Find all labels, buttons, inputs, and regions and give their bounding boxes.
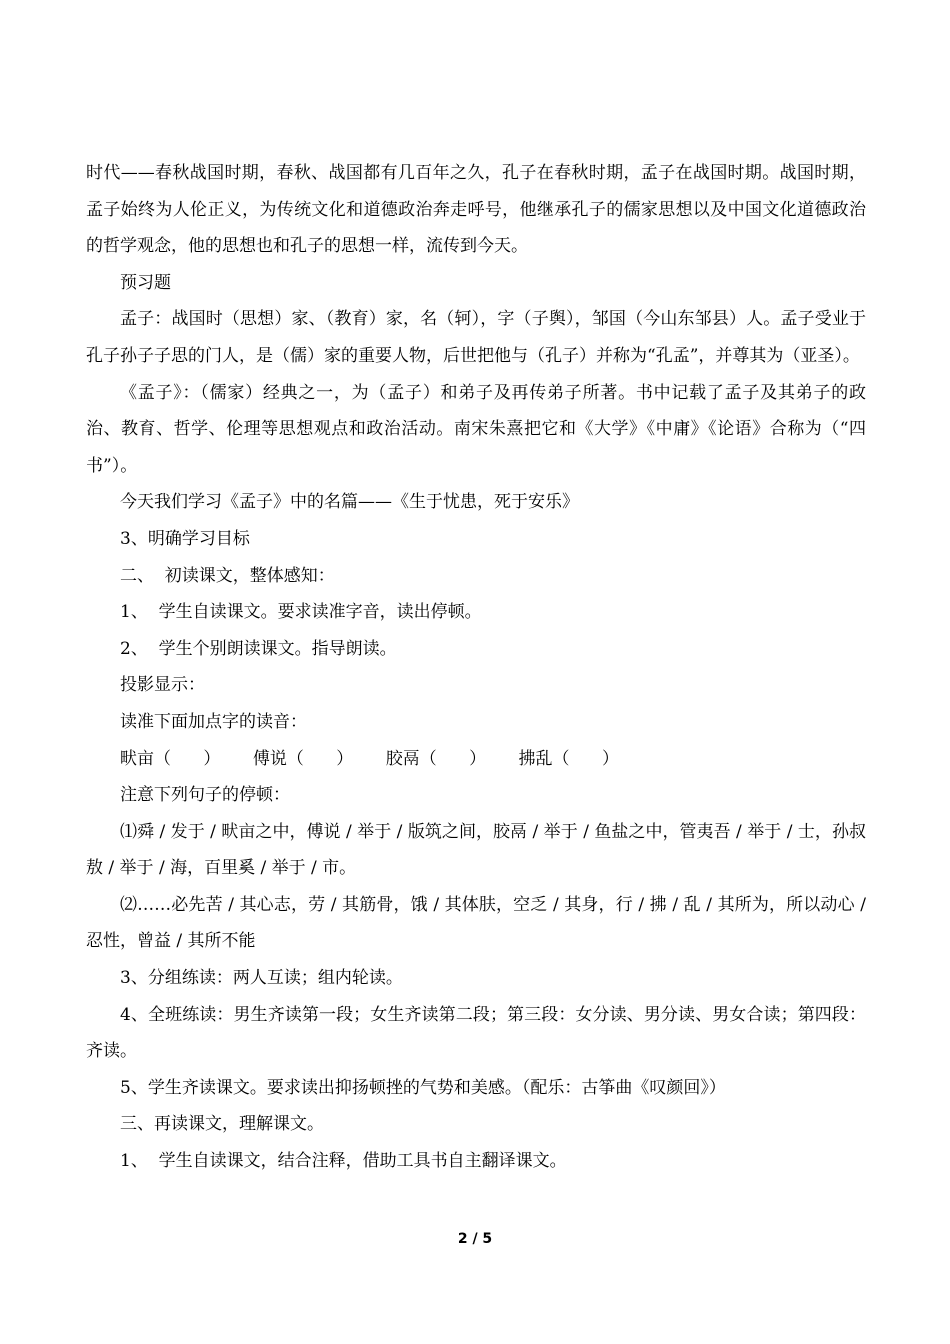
list-item-5: 5、学生齐读课文。要求读出抑扬顿挫的气势和美感。（配乐：古筝曲《叹颜回》） xyxy=(120,1077,726,1098)
paragraph-learning-goals: 3、明确学习目标 xyxy=(120,528,250,549)
paragraph-intro: 时代——春秋战国时期，春秋、战国都有几百年之久，孔子在春秋时期，孟子在战国时期。战国时期，孟子始终为人伦正义，为传统文化和道德政治奔走呼号，他继承孔子的儒家思想以及中国文化道德政治的哲学观念，他的思想也和孔子的思想一样，流传到今天。 xyxy=(86,163,866,257)
document-body xyxy=(86,155,872,1180)
heading-section-2: 二、 初读课文，整体感知： xyxy=(120,565,335,586)
list-item-3: 3、分组练读：两人互读；组内轮读。 xyxy=(120,968,403,989)
list-item-section-3-1: 1、 学生自读课文，结合注释，借助工具书自主翻译课文。 xyxy=(120,1151,567,1172)
paragraph-mengzi-person: 孟子：战国时（思想）家、（教育）家，名（轲），字（子舆），邹国（今山东邹县）人。孟子受业于孔子孙子子思的门人，是（儒）家的重要人物，后世把他与（孔子）并称为“孔孟”，并尊其为（亚圣）。 xyxy=(86,309,866,366)
paragraph-pronunciation-blanks: 畎亩（ ） 傅说（ ） 胶鬲（ ） 拂乱（ ） xyxy=(120,748,619,769)
paragraph-today-lesson: 今天我们学习《孟子》中的名篇——《生于忧患，死于安乐》 xyxy=(120,492,579,513)
heading-section-3: 三、再读课文，理解课文。 xyxy=(120,1114,324,1135)
heading-preview-questions: 预习题 xyxy=(120,272,171,293)
list-item-4: 4、全班练读：男生齐读第一段；女生齐读第二段；第三段：女分读、男分读、男女合读；第四段：齐读。 xyxy=(86,1004,866,1062)
paragraph-pause-sentence-2: ⑵……必先苦 / 其心志，劳 / 其筋骨，饿 / 其体肤，空乏 / 其身，行 / 拂 / 乱 / 其所为，所以动心 / 忍性，曾益 / 其所不能 xyxy=(86,894,872,952)
list-item-1: 1、 学生自读课文。要求读准字音，读出停顿。 xyxy=(120,602,482,623)
list-item-2: 2、 学生个别朗读课文。指导朗读。 xyxy=(120,638,397,659)
paragraph-mengzi-book: 《孟子》：（儒家）经典之一，为（孟子）和弟子及再传弟子所著。书中记载了孟子及其弟子的政治、教育、哲学、伦理等思想观点和政治活动。南宋朱熹把它和《大学》《中庸》《论语》合称为（“四书”）。 xyxy=(86,382,866,476)
paragraph-pause-prompt: 注意下列句子的停顿： xyxy=(120,785,290,806)
page-number: 2 / 5 xyxy=(457,1231,493,1247)
paragraph-projection: 投影显示： xyxy=(120,675,205,696)
paragraph-pause-sentence-1: ⑴舜 / 发于 / 畎亩之中，傅说 / 举于 / 版筑之间，胶鬲 / 举于 / 鱼盐之中，管夷吾 / 举于 / 士，孙叔敖 / 举于 / 海，百里奚 / 举于 / 市。 xyxy=(86,821,866,879)
paragraph-pronunciation-prompt: 读准下面加点字的读音： xyxy=(120,711,307,732)
